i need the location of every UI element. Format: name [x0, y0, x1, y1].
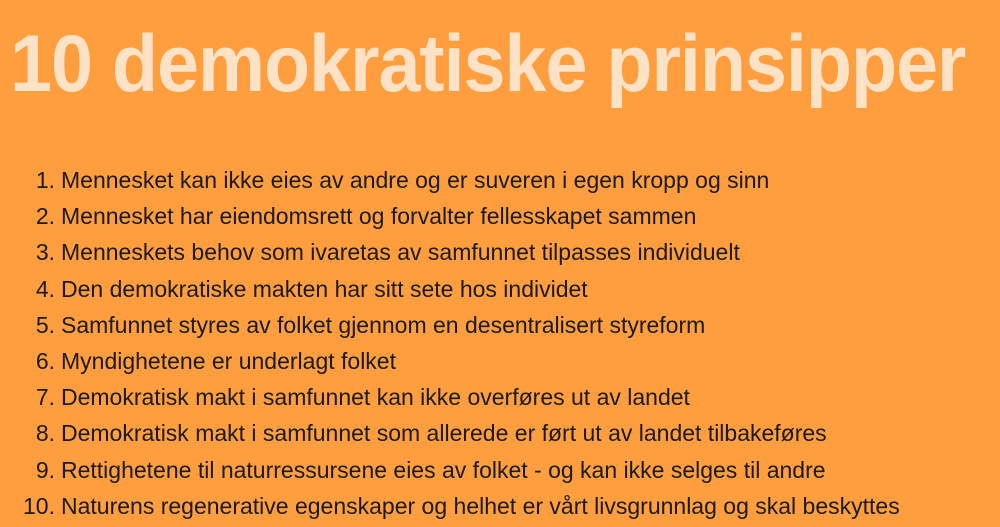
- item-number: 5.: [35, 311, 55, 338]
- item-number: 6.: [35, 347, 55, 374]
- item-number: 7.: [35, 384, 55, 411]
- item-text: Demokratisk makt i samfunnet som allerede er ført ut av landet tilbakeføres: [61, 420, 827, 447]
- item-text: Demokratisk makt i samfunnet kan ikke overføres ut av landet: [61, 384, 690, 411]
- item-text: Naturens regenerative egenskaper og helhet er vårt livsgrunnlag og skal beskyttes: [61, 492, 900, 519]
- item-text: Den demokratiske makten har sitt sete hos individet: [61, 275, 588, 302]
- item-text: Mennesket kan ikke eies av andre og er suveren i egen kropp og sinn: [61, 167, 770, 193]
- item-text: Mennesket har eiendomsrett og forvalter fellesskapet sammen: [61, 203, 697, 230]
- list-item: [0, 415, 1000, 451]
- list-item: [0, 198, 1000, 234]
- item-text: Menneskets behov som ivaretas av samfunnet tilpasses individuelt: [61, 239, 740, 266]
- item-number: 4.: [35, 275, 55, 302]
- list-item: [0, 271, 1000, 307]
- item-text: Rettighetene til naturressursene eies av folket - og kan ikke selges til andre: [61, 456, 826, 483]
- list-item: [0, 307, 1000, 343]
- list-item: [0, 379, 1000, 415]
- item-number: 2.: [35, 203, 55, 230]
- item-number: 10.: [23, 492, 55, 519]
- list-item: [0, 162, 1000, 198]
- item-number: 9.: [35, 456, 55, 483]
- item-text: Samfunnet styres av folket gjennom en desentralisert styreform: [61, 311, 706, 338]
- item-number: 8.: [35, 420, 55, 447]
- list-item: [0, 343, 1000, 379]
- page-title: 10 demokratiske prinsipper: [10, 18, 966, 109]
- list-item: [0, 234, 1000, 270]
- item-number: 3.: [35, 239, 55, 266]
- list-item: [0, 488, 1000, 524]
- item-text: Myndighetene er underlagt folket: [61, 347, 396, 374]
- principles-list: [0, 162, 1000, 524]
- item-number: 1.: [35, 167, 55, 193]
- list-item: [0, 452, 1000, 488]
